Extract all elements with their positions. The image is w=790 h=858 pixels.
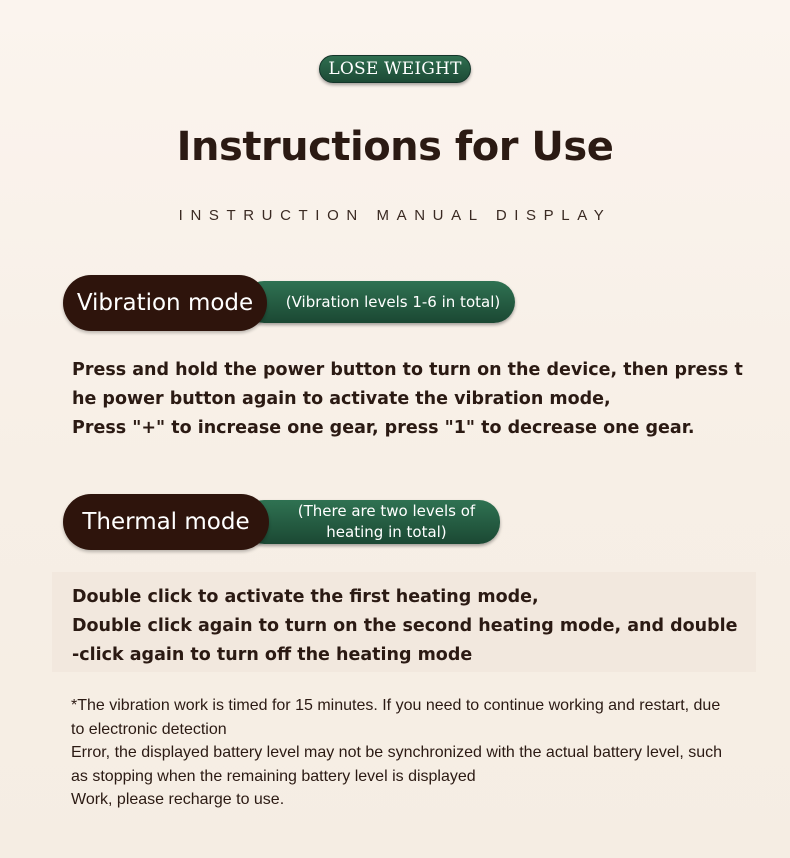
page-subtitle: INSTRUCTION MANUAL DISPLAY [178, 207, 612, 224]
footnote-line: Error, the displayed battery level may not be synchronized with the actual battery level, such [71, 744, 723, 762]
vibration-line: he power button again to activate the vibration mode, [72, 389, 611, 409]
footnote-line: *The vibration work is timed for 15 minutes. If you need to continue working and restart, due [71, 697, 721, 714]
vibration-levels-pill: (Vibration levels 1-6 in total) [243, 281, 515, 323]
lose-weight-badge: LOSE WEIGHT [319, 55, 471, 83]
footnote-line: as stopping when the remaining battery level is displayed [71, 767, 476, 785]
footnote-line: to electronic detection [71, 720, 227, 738]
footnote [71, 694, 771, 812]
thermal-line: -click again to turn off the heating mode [72, 645, 473, 665]
thermal-levels-line: heating in total) [326, 523, 447, 541]
vibration-line: Press and hold the power button to turn on the device, then press t [72, 360, 743, 380]
vibration-mode-label: Vibration mode [63, 275, 267, 331]
thermal-line: Double click to activate the first heating mode, [72, 587, 539, 607]
footnote-line: Work, please recharge to use. [71, 791, 285, 809]
thermal-levels-pill [243, 500, 500, 544]
thermal-mode-header [63, 494, 500, 550]
thermal-line: Double click again to turn on the second heating mode, and double [72, 616, 738, 636]
thermal-mode-label: Thermal mode [63, 494, 269, 550]
vibration-line: Press "+" to increase one gear, press "1" to decrease one gear. [72, 418, 695, 438]
vibration-instructions [72, 356, 752, 443]
thermal-levels-line: (There are two levels of [297, 502, 476, 520]
vibration-mode-header [63, 275, 515, 331]
thermal-instructions [72, 583, 752, 670]
page-title: Instructions for Use [176, 124, 614, 170]
